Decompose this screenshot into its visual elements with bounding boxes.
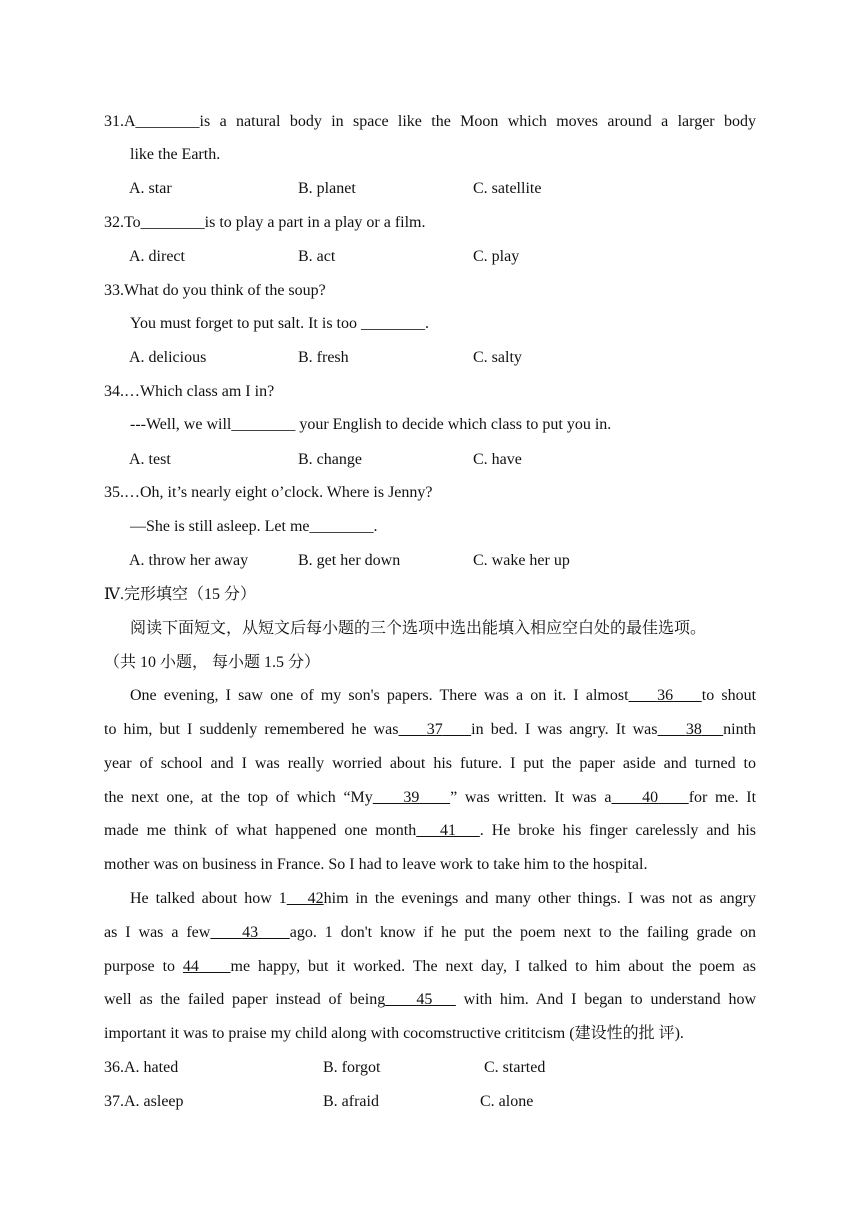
passage-line: well as the failed paper instead of being 45 with him. And I began to understand how (104, 991, 756, 1008)
passage-line: as I was a few 43 ago. 1 don't know if he put the poem next to the failing grade on (104, 924, 756, 941)
passage-line: He talked about how 1 42him in the evenings and many other things. I was not as angry (130, 890, 756, 907)
q36-option-b: B. forgot (323, 1059, 381, 1076)
question-34-stem: 34.…Which class am I in? (104, 383, 275, 400)
section-4-instruction: 阅读下面短文，从短文后每小题的三个选项中选出能填入相应空白处的最佳选项。 (130, 620, 707, 637)
passage-line: One evening, I saw one of my son's papers. There was a on it. I almost 36 to shout (130, 687, 756, 704)
q32-option-c: C. play (473, 248, 520, 265)
blank-38: 38 (685, 721, 702, 738)
passage-line: important it was to praise my child along with cocomstructive crititcism (建设性的批 评). (104, 1025, 684, 1042)
q32-option-b: B. act (298, 248, 336, 265)
q35-option-b: B. get her down (298, 552, 401, 569)
q31-option-b: B. planet (298, 180, 356, 197)
passage-line: purpose to 44 me happy, but it worked. The next day, I talked to him about the poem as (104, 958, 756, 975)
question-35-stem: 35.…Oh, it’s nearly eight o’clock. Where is Jenny? (104, 484, 433, 501)
q37-option-c: C. alone (480, 1093, 534, 1110)
section-4-instruction-cont: （共 10 小题， 每小题 1.5 分） (104, 654, 321, 671)
question-32-stem: 32.To________is to play a part in a play or a film. (104, 214, 426, 231)
blank-43: 43 (242, 924, 259, 941)
blank-36: 36 (657, 687, 674, 704)
question-33-reply: You must forget to put salt. It is too ________. (130, 315, 429, 332)
blank-40: 40 (642, 789, 659, 806)
q36-option-a: 36.A. hated (104, 1059, 179, 1076)
q33-option-c: C. salty (473, 349, 522, 366)
q37-option-a: 37.A. asleep (104, 1093, 184, 1110)
blank-37: 37 (426, 721, 443, 738)
question-31-stem-cont: like the Earth. (130, 146, 221, 163)
blank-39: 39 (403, 789, 420, 806)
blank-42: 42 (307, 890, 324, 907)
question-35-reply: —She is still asleep. Let me________. (130, 518, 378, 535)
passage-line: the next one, at the top of which “My 39 ” was written. It was a 40 for me. It (104, 789, 756, 806)
q33-option-b: B. fresh (298, 349, 349, 366)
q34-option-b: B. change (298, 451, 362, 468)
passage-line: mother was on business in France. So I had to leave work to take him to the hospital. (104, 856, 648, 873)
q37-option-b: B. afraid (323, 1093, 379, 1110)
q35-option-a: A. throw her away (129, 552, 249, 569)
passage-line: made me think of what happened one month 41 . He broke his finger carelessly and his (104, 822, 756, 839)
q36-option-c: C. started (484, 1059, 546, 1076)
q31-option-c: C. satellite (473, 180, 542, 197)
passage-line: to him, but I suddenly remembered he was 37 in bed. I was angry. It was 38 ninth (104, 721, 756, 738)
blank-44: 44 (182, 958, 199, 975)
blank-45: 45 (416, 991, 433, 1008)
q34-option-a: A. test (129, 451, 171, 468)
q32-option-a: A. direct (129, 248, 185, 265)
q31-option-a: A. star (129, 180, 172, 197)
q33-option-a: A. delicious (129, 349, 207, 366)
question-34-reply: ---Well, we will________ your English to decide which class to put you in. (130, 416, 612, 433)
section-4-heading: Ⅳ.完形填空（15 分） (104, 586, 256, 603)
q34-option-c: C. have (473, 451, 522, 468)
q35-option-c: C. wake her up (473, 552, 570, 569)
passage-line: year of school and I was really worried about his future. I put the paper aside and turned to (104, 755, 756, 772)
question-33-stem: 33.What do you think of the soup? (104, 282, 326, 299)
question-31-stem: 31.A________is a natural body in space like the Moon which moves around a larger body (104, 113, 756, 130)
blank-41: 41 (440, 822, 457, 839)
